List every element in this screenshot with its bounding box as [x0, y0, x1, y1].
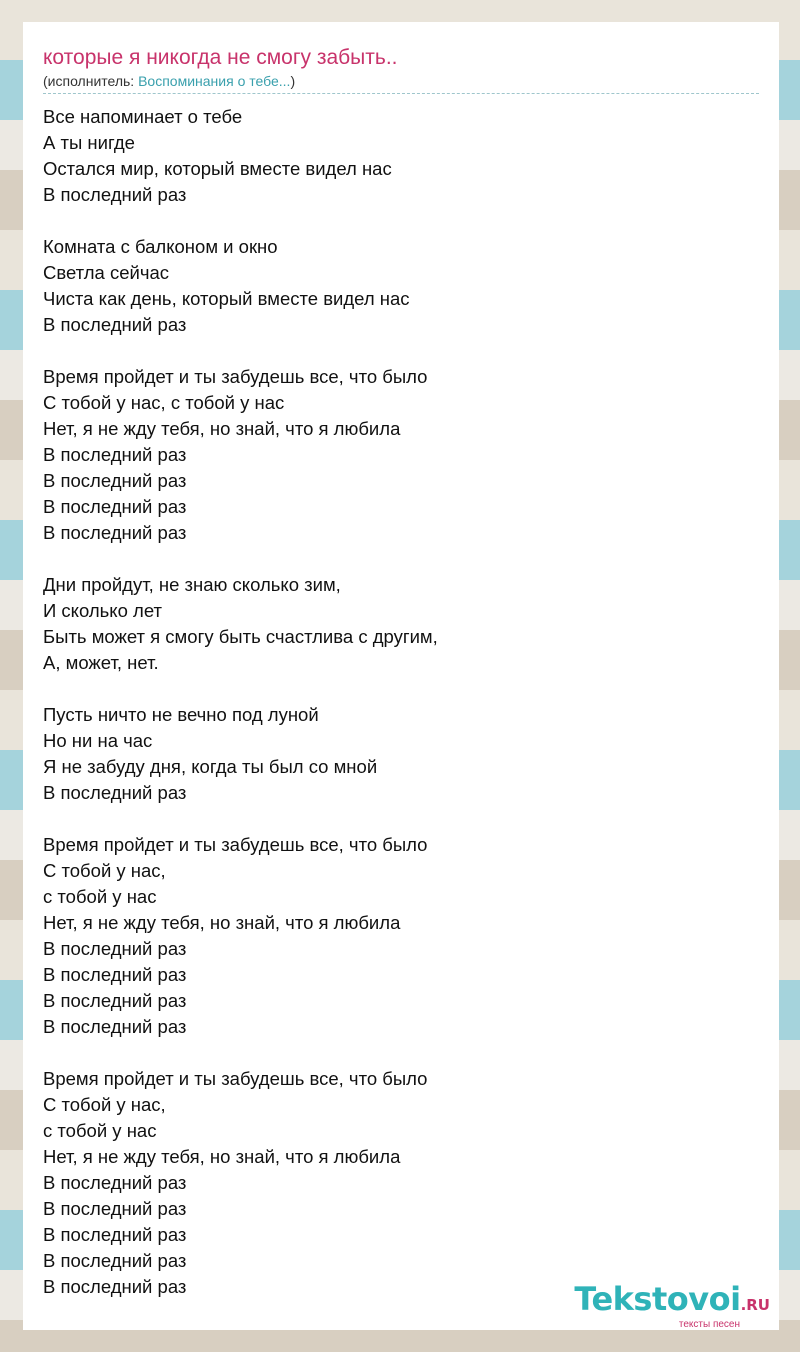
stanza-break — [43, 546, 759, 572]
lyric-line: В последний раз — [43, 496, 187, 517]
lyric-line: В последний раз — [43, 1198, 187, 1219]
song-title: которые я никогда не смогу забыть.. — [43, 46, 398, 69]
lyric-line: С тобой у нас, с тобой у нас — [43, 392, 285, 413]
lyric-line: А ты нигде — [43, 132, 135, 153]
lyric-line: Светла сейчас — [43, 262, 169, 283]
lyric-line: В последний раз — [43, 444, 187, 465]
stanza-break — [43, 338, 759, 364]
lyric-line: В последний раз — [43, 1224, 187, 1245]
lyric-line: Время пройдет и ты забудешь все, что было — [43, 366, 428, 387]
logo-tld: .RU — [740, 1296, 770, 1314]
lyric-line: Пусть ничто не вечно под луной — [43, 704, 319, 725]
lyric-line: Но ни на час — [43, 730, 153, 751]
site-logo[interactable] — [574, 1282, 770, 1330]
lyric-line: В последний раз — [43, 1276, 187, 1297]
stanza-break — [43, 208, 759, 234]
logo-brand — [574, 1282, 770, 1322]
lyrics-body — [43, 104, 759, 1300]
artist-link[interactable]: Воспоминания о тебе... — [138, 73, 291, 89]
lyric-line: В последний раз — [43, 1172, 187, 1193]
lyric-line: Остался мир, который вместе видел нас — [43, 158, 392, 179]
lyric-line: Комната с балконом и окно — [43, 236, 278, 257]
lyric-line: В последний раз — [43, 990, 187, 1011]
artist-suffix: ) — [290, 73, 296, 89]
lyric-line: В последний раз — [43, 522, 187, 543]
lyric-line: с тобой у нас — [43, 886, 157, 907]
lyric-line: С тобой у нас, — [43, 860, 166, 881]
lyric-line: В последний раз — [43, 964, 187, 985]
lyric-line: В последний раз — [43, 1250, 187, 1271]
lyric-line: А, может, нет. — [43, 652, 159, 673]
lyrics-card — [23, 22, 779, 1330]
lyric-line: В последний раз — [43, 938, 187, 959]
lyric-line: Нет, я не жду тебя, но знай, что я любила — [43, 418, 401, 439]
logo-brand-name: Tekstovoi — [574, 1280, 741, 1318]
lyric-line: Быть может я смогу быть счастлива с другим, — [43, 626, 438, 647]
artist-prefix: (исполнитель: — [43, 73, 139, 89]
artist-line — [43, 72, 759, 94]
lyric-line: И сколько лет — [43, 600, 162, 621]
lyric-line: С тобой у нас, — [43, 1094, 166, 1115]
lyric-line: Нет, я не жду тебя, но знай, что я любила — [43, 912, 401, 933]
lyric-line: Дни пройдут, не знаю сколько зим, — [43, 574, 341, 595]
stanza-break — [43, 806, 759, 832]
lyric-line: Нет, я не жду тебя, но знай, что я любила — [43, 1146, 401, 1167]
lyric-line: В последний раз — [43, 470, 187, 491]
lyric-line: В последний раз — [43, 1016, 187, 1037]
lyric-line: Время пройдет и ты забудешь все, что было — [43, 1068, 428, 1089]
lyric-line: В последний раз — [43, 782, 187, 803]
logo-tagline: тексты песен — [678, 1319, 740, 1330]
lyric-line: Все напоминает о тебе — [43, 106, 243, 127]
lyric-line: В последний раз — [43, 184, 187, 205]
stanza-break — [43, 1040, 759, 1066]
lyric-line: Чиста как день, который вместе видел нас — [43, 288, 410, 309]
lyric-line: с тобой у нас — [43, 1120, 157, 1141]
stanza-break — [43, 676, 759, 702]
lyric-line: В последний раз — [43, 314, 187, 335]
lyric-line: Я не забуду дня, когда ты был со мной — [43, 756, 378, 777]
lyric-line: Время пройдет и ты забудешь все, что было — [43, 834, 428, 855]
